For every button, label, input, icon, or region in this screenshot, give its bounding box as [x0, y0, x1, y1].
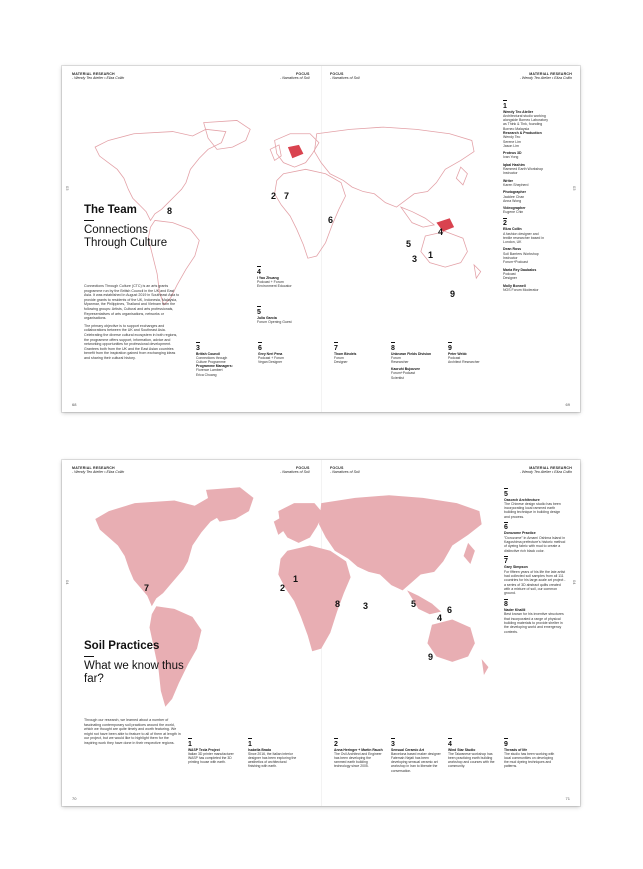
- entry-line: Culture Programme: [196, 359, 226, 364]
- map-marker: 7: [144, 583, 150, 593]
- entry-name: Oasorch Architecture: [504, 497, 540, 502]
- map-marker: 7: [284, 191, 290, 201]
- page-number-right: 71: [565, 796, 570, 801]
- practice-entry-9: [504, 738, 556, 769]
- section-number-left: 03: [65, 186, 70, 191]
- header-subtitle: - Wendy Teo Atelier • Eliza Collin: [519, 470, 572, 475]
- entry-number: 5: [504, 488, 566, 498]
- entry-name: Unknown Fields Division: [391, 351, 432, 356]
- intro-text: [84, 284, 180, 364]
- entry-line: Serene Lim: [503, 139, 521, 144]
- team-credits-column: [503, 100, 573, 292]
- header-subtitle: - Narratives of Soil: [280, 470, 310, 475]
- entry-name: Julia Garcia: [257, 315, 277, 320]
- practice-entry-4: [448, 738, 500, 769]
- entry-number: 6: [258, 342, 310, 352]
- entry-line: Podcast: [503, 271, 516, 276]
- entry-name: Grey Neri Pena: [258, 351, 283, 356]
- map-marker: 6: [447, 605, 453, 615]
- map-marker: 9: [428, 652, 434, 662]
- entry-line: Designer: [334, 359, 348, 364]
- entry-line: Forum: [391, 355, 401, 360]
- entry-line: Environment Educator: [257, 284, 292, 289]
- map-marker: 1: [428, 250, 434, 260]
- entry-number: 5: [257, 306, 317, 316]
- entry-name: Thom Bindels: [334, 351, 357, 356]
- entry-text: Barcelona based maker designer Fatemah Nejati has been developing sensual ceramic art workshop in Iran to liberate the conversation.: [391, 751, 441, 773]
- entry-line: Jason Lim: [503, 143, 519, 148]
- entry-name: Wind Star Studio: [448, 747, 476, 752]
- entry-name: Maria Rey Daubalos: [503, 267, 537, 272]
- entry-line: Anna Wong: [503, 198, 522, 203]
- entry-line: Rammed Earth Workshop: [503, 167, 544, 172]
- map-marker: 3: [412, 254, 418, 264]
- entry-name: Eliza Collin: [503, 227, 522, 232]
- header-subtitle: - Narratives of Soil: [330, 470, 360, 475]
- entry-line: Podcast + Forum: [257, 279, 284, 284]
- practice-entry-1a: [188, 738, 234, 764]
- entry-line: Podcast + Forum: [258, 355, 284, 360]
- header-subtitle: - Narratives of Soil: [280, 76, 310, 81]
- entry-number: 9: [504, 738, 556, 748]
- spread-soil-practices: [62, 460, 580, 806]
- entry-name: Iqbal Hashim: [503, 162, 525, 167]
- entry-name: British Council: [196, 351, 221, 356]
- entry-line: Instructor: [503, 171, 518, 176]
- entry-text: The Chinese design studio has been incorporating local rammed earth building technique in building design and process.: [504, 501, 561, 519]
- entry-line: Researcher: [391, 359, 409, 364]
- entry-line: as Think & Tink, founding: [503, 122, 543, 127]
- header-subtitle: - Narratives of Soil: [330, 76, 360, 81]
- entry-name: WASP Tecla Project: [188, 747, 220, 752]
- page-number-left: 70: [72, 796, 77, 801]
- map-marker: 2: [271, 191, 277, 201]
- header-mid-right: [330, 466, 360, 475]
- map-marker: 8: [335, 599, 341, 609]
- header-subtitle: - Wendy Teo Atelier • Eliza Collin: [72, 76, 125, 81]
- entry-name: Research & Production: [503, 130, 542, 135]
- title-subheading: Connections Through Culture: [84, 224, 168, 250]
- page-title: [84, 640, 194, 686]
- entry-name: Gary Simpson: [504, 565, 528, 570]
- entry-number: 3: [196, 342, 248, 352]
- map-marker: 4: [437, 613, 443, 623]
- map-marker: 3: [363, 601, 369, 611]
- header-subtitle: - Wendy Teo Atelier • Eliza Collin: [72, 470, 125, 475]
- entry-line: Podcast: [448, 355, 461, 360]
- entry-name: Videographer: [503, 206, 526, 211]
- entry-number: 2: [334, 738, 384, 748]
- title-the-team: The Team: [84, 204, 137, 216]
- entry-text: Best known for his inventive structures that incorporated a range of physical building materials to provide shelter in the developing world and emergency contexts.: [504, 612, 564, 634]
- intro-paragraph: Through our research, we learned about a number of fascinating contemporary soil practices around the world, which we thought are quite timely and worth featuring. We might not have been able to feature to all of them at length in our project, but we would like to highlight them for the inspiring work they have done in their respective regions.: [84, 718, 181, 745]
- entry-line: Karen Shepherd: [503, 182, 529, 187]
- map-marker: 1: [293, 574, 299, 584]
- entry-line: Architectural studio working: [503, 113, 546, 118]
- entry-text: "Dorozome" in Amami Oshima Island in Kagoshima prefecture's historic method of dyeing fabric with mud to create a distinctive rich black color.: [504, 535, 566, 553]
- team-entry-5: [257, 306, 317, 324]
- entry-text: For fifteen years of his life the late artist had collected soil samples from all 111 countries for his large-scale art project - a series of 3D abstract quilts created with a mixture of soil, our common ground.: [504, 569, 566, 596]
- title-subheading: What we know thus far?: [84, 660, 184, 686]
- header-title: MATERIAL RESEARCH: [72, 466, 115, 470]
- entry-line: Jacklee Chan: [503, 194, 525, 199]
- entry-line: Vegan Designer: [258, 359, 283, 364]
- entry-number: 1: [248, 738, 298, 748]
- page-number-right: 69: [565, 402, 570, 407]
- section-number-right: 04: [572, 580, 577, 585]
- entry-number: 1: [188, 738, 234, 748]
- map-marker: 8: [167, 206, 173, 216]
- title-rule: [84, 220, 94, 221]
- entry-line: Scientist: [391, 375, 404, 380]
- entry-name: Dorozome Practice: [504, 531, 536, 536]
- page-number-left: 68: [72, 402, 77, 407]
- team-entry-6: [258, 342, 310, 364]
- entry-line: Ivan Yong: [503, 155, 519, 160]
- entry-number: 9: [448, 342, 500, 352]
- header-title: MATERIAL RESEARCH: [529, 466, 572, 470]
- header-title: MATERIAL RESEARCH: [529, 72, 572, 76]
- entry-name: Writer: [503, 178, 514, 183]
- entry-number: 6: [504, 522, 566, 532]
- entry-line: Connections through: [196, 355, 228, 360]
- header-right: [520, 72, 572, 81]
- practice-entry-3: [391, 738, 443, 773]
- entry-number: 7: [334, 342, 386, 352]
- entry-line: Florence Lambert: [196, 368, 223, 373]
- map-marker: 5: [406, 239, 412, 249]
- header-mid-right: [330, 72, 360, 81]
- entry-name: Photographer: [503, 190, 526, 195]
- entry-line: Forum Opening Guest: [257, 319, 292, 324]
- map-marker: 6: [328, 215, 334, 225]
- entry-number: 2: [503, 218, 573, 228]
- entry-line: Forum+Podcast: [391, 371, 416, 376]
- entry-line: Forum+Podcast: [503, 260, 528, 265]
- entry-line: A fashion designer and: [503, 231, 539, 236]
- entry-text: The Ovil Architect and Engineer has been developing the rammed earth building technology since 2005.: [334, 751, 382, 769]
- page-title: [84, 204, 184, 250]
- entry-name: Nader Khalili: [504, 608, 526, 613]
- practices-column: [504, 488, 566, 634]
- entry-text: Italian 3D printer manufacturer WASP has completed the 3D printing house with earth.: [188, 751, 234, 765]
- entry-line: Architect Researcher: [448, 359, 480, 364]
- entry-number: 1: [503, 100, 573, 110]
- entry-name: Isabella Brada: [248, 747, 271, 752]
- entry-text: The Taiwanese workshop has been practicing earth building workshop and courses with the community.: [448, 751, 495, 769]
- title-soil-practices: Soil Practices: [84, 640, 160, 652]
- section-number-right: 03: [572, 186, 577, 191]
- section-number-left: 04: [65, 580, 70, 585]
- entry-number: 7: [504, 556, 566, 566]
- entry-number: 4: [257, 266, 317, 276]
- entry-line: Eugene Chin: [503, 210, 524, 215]
- header-mid-left: [280, 72, 310, 81]
- entry-name: Sensual Ceramic Art: [391, 747, 425, 752]
- team-entry-9: [448, 342, 500, 364]
- map-marker: 5: [411, 599, 417, 609]
- title-rule: [84, 656, 94, 657]
- entry-line: textile researcher based in: [503, 235, 545, 240]
- header-title: FOCUS: [295, 466, 310, 470]
- entry-text: Since 2016, the Italian interior designer has been exploring the aesthetics of architectural finishing with earth.: [248, 751, 297, 769]
- entry-line: NOS Forum Moderator: [503, 287, 539, 292]
- entry-name: Threads of life: [504, 747, 528, 752]
- practice-entry-2: [334, 738, 384, 769]
- header-left: [72, 72, 124, 81]
- entry-name: Anna Heringer + Martin Rauch: [334, 747, 383, 752]
- spread-the-team: [62, 66, 580, 412]
- entry-number: 8: [504, 599, 566, 609]
- entry-number: 3: [391, 738, 443, 748]
- header-title: FOCUS: [330, 466, 344, 470]
- team-entry-8: [391, 342, 443, 380]
- header-title: MATERIAL RESEARCH: [72, 72, 115, 76]
- team-entry-7: [334, 342, 386, 364]
- intro-paragraph: The primary objective is to support exchanges and collaborations between the UK and Southeast Asia. Celebrating the diverse cultural ecosystem in both regions, the programme offers support, information, advice and networking opportunities for professional development. Grantees both from the UK and the East Asian countries benefit from the inspiration gained from exchanging ideas and sharing their cultural history.: [84, 323, 178, 360]
- entry-name: Peter Webb: [448, 351, 467, 356]
- entry-line: Soil Barriers Workshop: [503, 251, 539, 256]
- intro-text: [84, 718, 182, 749]
- entry-number: 4: [448, 738, 500, 748]
- entry-line: Erica Chuang: [196, 372, 217, 377]
- entry-line: Instructor: [503, 256, 518, 261]
- entry-name: Proteus 3D: [503, 151, 522, 156]
- header-title: FOCUS: [330, 72, 344, 76]
- entry-name: Dean Ross: [503, 247, 522, 252]
- entry-line: London, UK: [503, 240, 522, 245]
- header-subtitle: - Wendy Teo Atelier • Eliza Collin: [519, 76, 572, 81]
- map-marker: 2: [280, 583, 286, 593]
- entry-name: Molly Bonnell: [503, 283, 526, 288]
- entry-subheading: Kaoruhi Bujouvee: [391, 367, 421, 372]
- header-left: [72, 466, 124, 475]
- entry-subheading: Programme Managers:: [196, 364, 233, 369]
- entry-line: Wendy Teo: [503, 135, 521, 140]
- entry-line: Designer: [503, 276, 518, 281]
- entry-line: alongside Borneo Laboratory: [503, 118, 548, 123]
- header-right: [520, 466, 572, 475]
- map-marker: 9: [450, 289, 456, 299]
- entry-number: 8: [391, 342, 443, 352]
- entry-name: Wendy Teo Atelier: [503, 109, 534, 114]
- practice-entry-1b: [248, 738, 298, 769]
- entry-name: I Yao Zhuang: [257, 275, 279, 280]
- team-entry-3: [196, 342, 248, 377]
- entry-text: The studio has been working with local communities on developing the mud dyeing techniques and patterns.: [504, 751, 555, 769]
- entry-line: Forum: [334, 355, 344, 360]
- team-entry-4: [257, 266, 317, 288]
- map-marker: 4: [438, 227, 444, 237]
- header-mid-left: [280, 466, 310, 475]
- header-title: FOCUS: [295, 72, 310, 76]
- intro-paragraph: Connections Through Culture (CTC) is an arts grants programme run by the British Council in the UK and East Asia. It was established in August 2019 in Southeast Asia to provide grants to residents of the UK, Indonesia, Malaysia, Myanmar, the Philippines, Thailand and Vietnam from the following groups: Artists, Cultural and arts professionals, Representatives of arts organisations, networks or organisations.: [84, 284, 180, 321]
- entry-line: Borneo Malaysia: [503, 126, 530, 131]
